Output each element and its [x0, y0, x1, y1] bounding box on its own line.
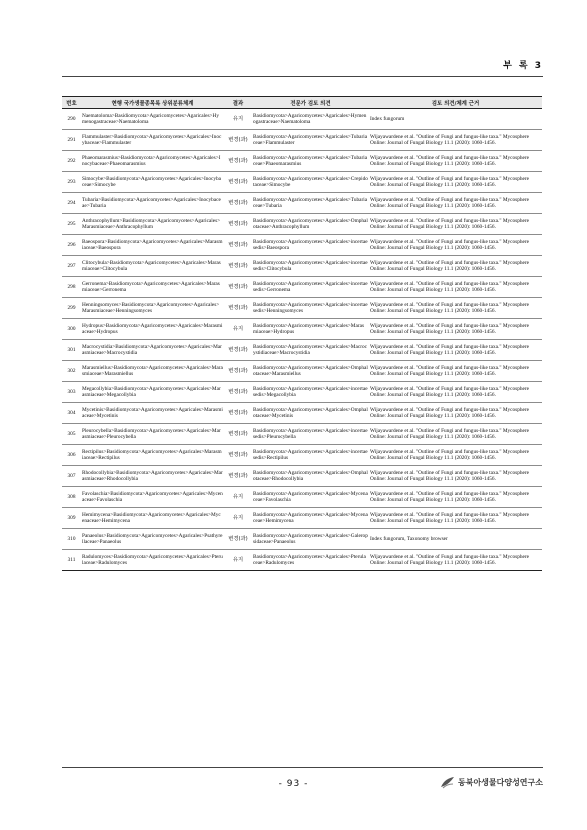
row-number-cell: 300 [62, 319, 81, 340]
expert-opinion-cell: Basidiomycota>Agaricomycetes>Agaricales>Omphalotaceae>Anthracophyllum [252, 214, 369, 235]
result-cell: 유지 [224, 319, 252, 340]
table-row [62, 382, 542, 403]
row-number-cell: 310 [62, 529, 81, 550]
row-number-cell: 299 [62, 298, 81, 319]
expert-opinion-cell: Basidiomycota>Agaricomycetes>Agaricales>Macrocystidiaceae>Macrocystidia [252, 340, 369, 361]
table-row [62, 466, 542, 487]
current-classification-cell: Anthracophyllum>Basidiomycota>Agaricomycetes>Agaricales>Marasmiaceae>Anthracophyllum [81, 214, 224, 235]
row-number-cell: 290 [62, 109, 81, 130]
expert-opinion-cell: Basidiomycota>Agaricomycetes>Agaricales>Galeropsidaceae>Panaeolus [252, 529, 369, 550]
page-number: - 93 - [278, 779, 309, 789]
result-cell: 변경(과) [224, 529, 252, 550]
current-classification-cell: Macrocystidia>Basidiomycota>Agaricomycetes>Agaricales>Marasmiaceae>Macrocystidia [81, 340, 224, 361]
expert-opinion-cell: Basidiomycota>Agaricomycetes>Agaricales>incertae sedis>Pleurocybella [252, 424, 369, 445]
result-cell: 유지 [224, 508, 252, 529]
basis-reference-cell: Wijayawardene et al. "Outline of Fungi and fungus-like taxa." Mycosphere Online: Journal of Fungal Biology 11.1 (2020): 1060-1456. [369, 172, 542, 193]
table-row [62, 361, 542, 382]
expert-opinion-cell: Basidiomycota>Agaricomycetes>Agaricales>incertae sedis>Clitocybula [252, 256, 369, 277]
result-cell: 변경(과) [224, 445, 252, 466]
table-row [62, 277, 542, 298]
result-cell: 변경(과) [224, 403, 252, 424]
current-classification-cell: Baeospora>Basidiomycota>Agaricomycetes>Agaricales>Marasmiaceae>Baeospora [81, 235, 224, 256]
current-classification-cell: Rhodocollybia>Basidiomycota>Agaricomycetes>Agaricales>Marasmiaceae>Rhodocollybia [81, 466, 224, 487]
result-cell: 변경(과) [224, 235, 252, 256]
current-classification-cell: Clitocybula>Basidiomycota>Agaricomycetes>Agaricales>Marasmiaceae>Clitocybula [81, 256, 224, 277]
basis-reference-cell: Wijayawardene et al. "Outline of Fungi and fungus-like taxa." Mycosphere Online: Journal of Fungal Biology 11.1 (2020): 1060-1456. [369, 319, 542, 340]
row-number-cell: 296 [62, 235, 81, 256]
basis-reference-cell: Wijayawardene et al. "Outline of Fungi and fungus-like taxa." Mycosphere Online: Journal of Fungal Biology 11.1 (2020): 1060-1456. [369, 382, 542, 403]
column-header-expert-opinion: 전문가 검토 의견 [252, 97, 369, 109]
table-row [62, 256, 542, 277]
expert-opinion-cell: Basidiomycota>Agaricomycetes>Agaricales>incertae sedis>Henningsomyces [252, 298, 369, 319]
column-header-basis: 검토 의견/체계 근거 [369, 97, 542, 109]
basis-reference-cell: Wijayawardene et al. "Outline of Fungi and fungus-like taxa." Mycosphere Online: Journal of Fungal Biology 11.1 (2020): 1060-1456. [369, 235, 542, 256]
row-number-cell: 306 [62, 445, 81, 466]
table-row [62, 319, 542, 340]
table-row [62, 550, 542, 571]
row-number-cell: 305 [62, 424, 81, 445]
table-row [62, 172, 542, 193]
basis-reference-cell: Wijayawardene et al. "Outline of Fungi and fungus-like taxa." Mycosphere Online: Journal of Fungal Biology 11.1 (2020): 1060-1456. [369, 130, 542, 151]
table-header-row [62, 97, 542, 109]
bird-leaf-logo-icon [440, 776, 455, 789]
row-number-cell: 304 [62, 403, 81, 424]
column-header-result: 결과 [224, 97, 252, 109]
current-classification-cell: Naematoloma>Basidiomycota>Agaricomycetes>Agaricales>Hymenogastraceae>Naematoloma [81, 109, 224, 130]
expert-opinion-cell: Basidiomycota>Agaricomycetes>Agaricales>Omphalotaceae>Mycetinis [252, 403, 369, 424]
row-number-cell: 309 [62, 508, 81, 529]
table-row [62, 424, 542, 445]
basis-reference-cell: Wijayawardene et al. "Outline of Fungi and fungus-like taxa." Mycosphere Online: Journal of Fungal Biology 11.1 (2020): 1060-1456. [369, 466, 542, 487]
result-cell: 유지 [224, 550, 252, 571]
institute-logo [440, 776, 543, 789]
basis-reference-cell: Wijayawardene et al. "Outline of Fungi and fungus-like taxa." Mycosphere Online: Journal of Fungal Biology 11.1 (2020): 1060-1456. [369, 256, 542, 277]
basis-reference-cell: Wijayawardene et al. "Outline of Fungi and fungus-like taxa." Mycosphere Online: Journal of Fungal Biology 11.1 (2020): 1060-1456. [369, 361, 542, 382]
table-row [62, 298, 542, 319]
table-row [62, 508, 542, 529]
result-cell: 변경(과) [224, 382, 252, 403]
result-cell: 변경(과) [224, 130, 252, 151]
result-cell: 변경(과) [224, 214, 252, 235]
row-number-cell: 302 [62, 361, 81, 382]
result-cell: 변경(과) [224, 466, 252, 487]
taxonomy-review-table [62, 96, 542, 571]
table-row [62, 487, 542, 508]
result-cell: 유지 [224, 487, 252, 508]
result-cell: 변경(과) [224, 193, 252, 214]
row-number-cell: 293 [62, 172, 81, 193]
current-classification-cell: Hemimycena>Basidiomycota>Agaricomycetes>Agaricales>Mycenaceae>Hemimycena [81, 508, 224, 529]
current-classification-cell: Simocybe>Basidiomycota>Agaricomycetes>Agaricales>Inocybaceae>Simocybe [81, 172, 224, 193]
basis-reference-cell: Wijayawardene et al. "Outline of Fungi and fungus-like taxa." Mycosphere Online: Journal of Fungal Biology 11.1 (2020): 1060-1456. [369, 424, 542, 445]
row-number-cell: 292 [62, 151, 81, 172]
row-number-cell: 294 [62, 193, 81, 214]
table-row [62, 109, 542, 130]
table-row [62, 214, 542, 235]
row-number-cell: 297 [62, 256, 81, 277]
row-number-cell: 308 [62, 487, 81, 508]
expert-opinion-cell: Basidiomycota>Agaricomycetes>Agaricales>incertae sedis>Megacollybia [252, 382, 369, 403]
row-number-cell: 291 [62, 130, 81, 151]
footer-divider [62, 767, 543, 768]
appendix-label: 부 록 3 [503, 61, 543, 71]
institute-name: 동북아생물다양성연구소 [457, 778, 543, 787]
expert-opinion-cell: Basidiomycota>Agaricomycetes>Agaricales>Hymenogastraceae>Naematoloma [252, 109, 369, 130]
table-row [62, 529, 542, 550]
table-row [62, 151, 542, 172]
current-classification-cell: Favolaschia>Basidiomycota>Agaricomycetes>Agaricales>Mycenaceae>Favolaschia [81, 487, 224, 508]
current-classification-cell: Tubaria>Basidiomycota>Agaricomycetes>Agaricales>Inocybaceae>Tubaria [81, 193, 224, 214]
basis-reference-cell: Wijayawardene et al. "Outline of Fungi and fungus-like taxa." Mycosphere Online: Journal of Fungal Biology 11.1 (2020): 1060-1456. [369, 151, 542, 172]
header-divider [62, 76, 543, 77]
column-header-number: 번호 [62, 97, 81, 109]
table-body [62, 109, 542, 571]
basis-reference-cell: Wijayawardene et al. "Outline of Fungi and fungus-like taxa." Mycosphere Online: Journal of Fungal Biology 11.1 (2020): 1060-1456. [369, 340, 542, 361]
result-cell: 변경(과) [224, 298, 252, 319]
expert-opinion-cell: Basidiomycota>Agaricomycetes>Agaricales>incertae sedis>Rectipilus [252, 445, 369, 466]
current-classification-cell: Henningsomyces>Basidiomycota>Agaricomycetes>Agaricales>Marasmiaceae>Henningsomyces [81, 298, 224, 319]
current-classification-cell: Radulomyces>Basidiomycota>Agaricomycetes>Agaricales>Pterulaceae>Radulomyces [81, 550, 224, 571]
result-cell: 변경(과) [224, 151, 252, 172]
expert-opinion-cell: Basidiomycota>Agaricomycetes>Agaricales>Crepidotaceae>Simocybe [252, 172, 369, 193]
row-number-cell: 298 [62, 277, 81, 298]
expert-opinion-cell: Basidiomycota>Agaricomycetes>Agaricales>Pterulaceae>Radulomyces [252, 550, 369, 571]
expert-opinion-cell: Basidiomycota>Agaricomycetes>Agaricales>Mycenaceae>Hemimycena [252, 508, 369, 529]
table-row [62, 445, 542, 466]
row-number-cell: 301 [62, 340, 81, 361]
table-row [62, 340, 542, 361]
current-classification-cell: Megacollybia>Basidiomycota>Agaricomycetes>Agaricales>Marasmiaceae>Megacollybia [81, 382, 224, 403]
basis-reference-cell: Wijayawardene et al. "Outline of Fungi and fungus-like taxa." Mycosphere Online: Journal of Fungal Biology 11.1 (2020): 1060-1456. [369, 403, 542, 424]
current-classification-cell: Rectipilus>Basidiomycota>Agaricomycetes>Agaricales>Marasmiaceae>Rectipilus [81, 445, 224, 466]
expert-opinion-cell: Basidiomycota>Agaricomycetes>Agaricales>Marasmiaceae>Hydropus [252, 319, 369, 340]
expert-opinion-cell: Basidiomycota>Agaricomycetes>Agaricales>Omphalotaceae>Rhodocollybia [252, 466, 369, 487]
basis-reference-cell: Index fungorum, Taxonomy browser [369, 529, 542, 550]
basis-reference-cell: Index fungorum [369, 109, 542, 130]
basis-reference-cell: Wijayawardene et al. "Outline of Fungi and fungus-like taxa." Mycosphere Online: Journal of Fungal Biology 11.1 (2020): 1060-1456. [369, 214, 542, 235]
current-classification-cell: Pleurocybella>Basidiomycota>Agaricomycetes>Agaricales>Marasmiaceae>Pleurocybella [81, 424, 224, 445]
table-row [62, 130, 542, 151]
result-cell: 변경(과) [224, 340, 252, 361]
table-row [62, 235, 542, 256]
column-header-current-classification: 현행 국가생물종목록 상위분류체계 [81, 97, 224, 109]
basis-reference-cell: Wijayawardene et al. "Outline of Fungi and fungus-like taxa." Mycosphere Online: Journal of Fungal Biology 11.1 (2020): 1060-1456. [369, 193, 542, 214]
row-number-cell: 311 [62, 550, 81, 571]
table-row [62, 403, 542, 424]
result-cell: 변경(과) [224, 256, 252, 277]
basis-reference-cell: Wijayawardene et al. "Outline of Fungi and fungus-like taxa." Mycosphere Online: Journal of Fungal Biology 11.1 (2020): 1060-1456. [369, 445, 542, 466]
basis-reference-cell: Wijayawardene et al. "Outline of Fungi and fungus-like taxa." Mycosphere Online: Journal of Fungal Biology 11.1 (2020): 1060-1456. [369, 550, 542, 571]
table-row [62, 193, 542, 214]
current-classification-cell: Phaeomarasmius>Basidiomycota>Agaricomycetes>Agaricales>Inocybaceae>Phaeomarasmius [81, 151, 224, 172]
expert-opinion-cell: Basidiomycota>Agaricomycetes>Agaricales>Omphalotaceae>Marasmiellus [252, 361, 369, 382]
expert-opinion-cell: Basidiomycota>Agaricomycetes>Agaricales>incertae sedis>Gerronema [252, 277, 369, 298]
row-number-cell: 307 [62, 466, 81, 487]
result-cell: 변경(과) [224, 277, 252, 298]
expert-opinion-cell: Basidiomycota>Agaricomycetes>Agaricales>Tubariaceae>Phaeomarasmius [252, 151, 369, 172]
basis-reference-cell: Wijayawardene et al. "Outline of Fungi and fungus-like taxa." Mycosphere Online: Journal of Fungal Biology 11.1 (2020): 1060-1456. [369, 508, 542, 529]
result-cell: 유지 [224, 109, 252, 130]
result-cell: 변경(과) [224, 361, 252, 382]
row-number-cell: 303 [62, 382, 81, 403]
result-cell: 변경(과) [224, 172, 252, 193]
basis-reference-cell: Wijayawardene et al. "Outline of Fungi and fungus-like taxa." Mycosphere Online: Journal of Fungal Biology 11.1 (2020): 1060-1456. [369, 277, 542, 298]
row-number-cell: 295 [62, 214, 81, 235]
current-classification-cell: Hydropus>Basidiomycota>Agaricomycetes>Agaricales>Marasmiaceae>Hydropus [81, 319, 224, 340]
expert-opinion-cell: Basidiomycota>Agaricomycetes>Agaricales>Tubariaceae>Tubaria [252, 193, 369, 214]
current-classification-cell: Marasmiellus>Basidiomycota>Agaricomycetes>Agaricales>Marasmiaceae>Marasmiellus [81, 361, 224, 382]
expert-opinion-cell: Basidiomycota>Agaricomycetes>Agaricales>Mycenaceae>Favolaschia [252, 487, 369, 508]
current-classification-cell: Flammulaster>Basidiomycota>Agaricomycetes>Agaricales>Inocybaceae>Flammulaster [81, 130, 224, 151]
basis-reference-cell: Wijayawardene et al. "Outline of Fungi and fungus-like taxa." Mycosphere Online: Journal of Fungal Biology 11.1 (2020): 1060-1456. [369, 487, 542, 508]
basis-reference-cell: Wijayawardene et al. "Outline of Fungi and fungus-like taxa." Mycosphere Online: Journal of Fungal Biology 11.1 (2020): 1060-1456. [369, 298, 542, 319]
expert-opinion-cell: Basidiomycota>Agaricomycetes>Agaricales>incertae sedis>Baeospora [252, 235, 369, 256]
expert-opinion-cell: Basidiomycota>Agaricomycetes>Agaricales>Tubariaceae>Flammulaster [252, 130, 369, 151]
result-cell: 변경(과) [224, 424, 252, 445]
current-classification-cell: Mycetinis>Basidiomycota>Agaricomycetes>Agaricales>Marasmiaceae>Mycetinis [81, 403, 224, 424]
current-classification-cell: Panaeolus>Basidiomycota>Agaricomycetes>Agaricales>Psathyrellaceae>Panaeolus [81, 529, 224, 550]
current-classification-cell: Gerronema>Basidiomycota>Agaricomycetes>Agaricales>Marasmiaceae>Gerronema [81, 277, 224, 298]
